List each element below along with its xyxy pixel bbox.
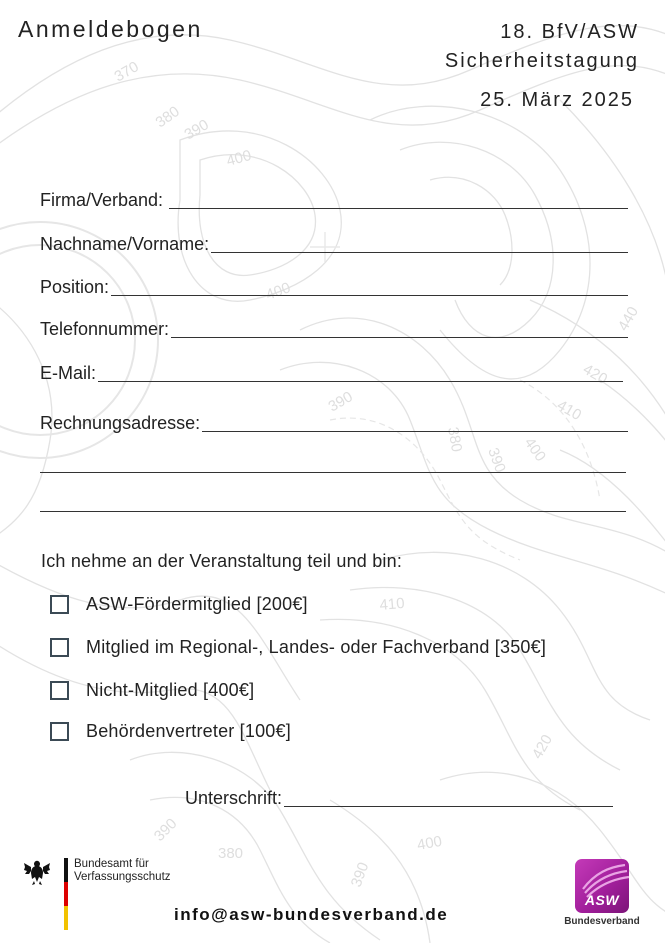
option-asw-member[interactable] <box>50 594 308 615</box>
german-flag-stripe <box>64 858 68 930</box>
checkbox[interactable] <box>50 681 69 700</box>
svg-text:440: 440 <box>614 303 642 334</box>
company-label: Firma/Verband: <box>40 190 164 210</box>
address-label: Rechnungsadresse: <box>40 413 201 433</box>
option-authority-representative[interactable] <box>50 721 291 742</box>
form-title: Anmeldebogen <box>18 16 203 42</box>
svg-text:390: 390 <box>347 860 373 890</box>
position-field[interactable] <box>40 277 628 298</box>
option-label: Nicht-Mitglied [400€] <box>86 680 255 700</box>
name-input-line[interactable] <box>211 238 628 253</box>
option-label: Mitglied im Regional-, Landes- oder Fachverband [350€] <box>86 637 547 657</box>
svg-text:420: 420 <box>580 360 611 388</box>
federal-eagle-icon <box>24 858 50 886</box>
svg-text:380: 380 <box>444 425 466 454</box>
svg-text:380: 380 <box>152 102 183 132</box>
name-field[interactable] <box>40 234 628 255</box>
svg-text:410: 410 <box>378 594 406 614</box>
bfv-name <box>74 858 171 930</box>
svg-text:420: 420 <box>528 731 556 762</box>
address-input-line[interactable] <box>202 417 628 432</box>
phone-field[interactable] <box>40 319 628 340</box>
signature-field[interactable] <box>185 788 613 809</box>
bfv-name-line1: Bundesamt für <box>74 858 149 870</box>
phone-input-line[interactable] <box>171 323 628 338</box>
event-name: 18. BfV/ASW <box>500 21 639 43</box>
email-field[interactable] <box>40 363 623 384</box>
company-field[interactable] <box>40 190 628 211</box>
event-subtitle: Sicherheitstagung <box>444 50 639 72</box>
contact-email[interactable]: info@asw-bundesverband.de <box>174 905 449 924</box>
asw-logo <box>562 859 642 927</box>
bfv-name-line2: Verfassungsschutz <box>74 871 171 883</box>
address-line-2[interactable] <box>40 472 626 473</box>
option-label: Behördenvertreter [100€] <box>86 721 291 741</box>
event-date: 25. März 2025 <box>480 89 634 111</box>
email-label: E-Mail: <box>40 363 97 383</box>
company-input-line[interactable] <box>169 194 628 209</box>
asw-logo-mark <box>575 859 629 913</box>
email-input-line[interactable] <box>98 367 623 382</box>
svg-text:380: 380 <box>218 845 244 862</box>
svg-text:370: 370 <box>111 58 142 86</box>
option-non-member[interactable] <box>50 680 254 701</box>
svg-text:390: 390 <box>150 815 181 845</box>
svg-text:400: 400 <box>224 146 254 170</box>
address-line-3[interactable] <box>40 511 626 512</box>
participation-intro: Ich nehme an der Veranstaltung teil und bin: <box>41 551 403 571</box>
asw-logo-text: ASW <box>584 892 620 908</box>
svg-text:410: 410 <box>554 396 585 424</box>
position-label: Position: <box>40 277 110 297</box>
option-association-member[interactable] <box>50 637 546 658</box>
checkbox[interactable] <box>50 595 69 614</box>
svg-text:390: 390 <box>484 445 509 475</box>
option-label: ASW-Fördermitglied [200€] <box>86 594 308 614</box>
svg-text:390: 390 <box>325 388 356 416</box>
signature-label: Unterschrift: <box>185 788 283 808</box>
phone-label: Telefonnummer: <box>40 319 170 339</box>
checkbox[interactable] <box>50 722 69 741</box>
checkbox[interactable] <box>50 638 69 657</box>
svg-text:400: 400 <box>520 434 550 465</box>
asw-tagline: Bundesverband <box>564 916 640 927</box>
svg-text:400: 400 <box>415 832 444 854</box>
event-info <box>445 18 639 115</box>
svg-text:400: 400 <box>263 279 293 304</box>
bfv-logo <box>24 858 171 930</box>
position-input-line[interactable] <box>111 281 628 296</box>
address-field[interactable] <box>40 413 628 434</box>
name-label: Nachname/Vorname: <box>40 234 210 254</box>
signature-line[interactable] <box>284 792 613 807</box>
svg-text:390: 390 <box>181 116 212 144</box>
